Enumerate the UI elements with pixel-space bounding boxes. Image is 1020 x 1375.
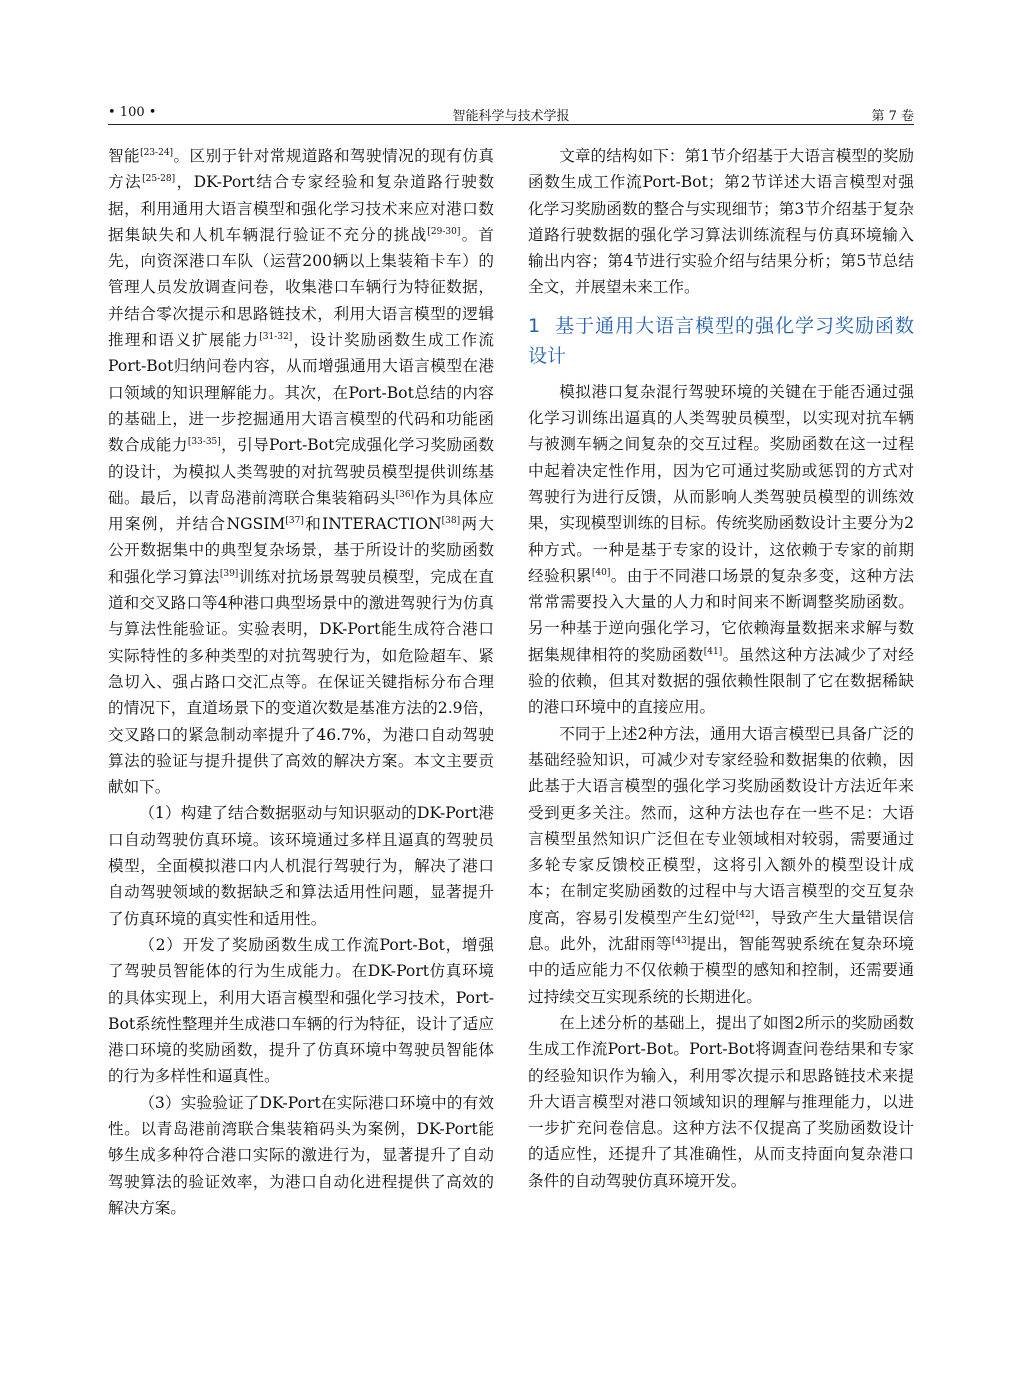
citation: [36] [395, 489, 415, 500]
citation: [29-30] [427, 226, 461, 237]
text-run: 和INTERACTION [303, 515, 442, 534]
page-number: • 100 • [108, 105, 157, 120]
text-run: 。首先，向资深港口车队（运营200辆以上集装箱卡车）的管理人员发放调查问卷，收集港口车辆行为特征数据，并结合零次提示和思路链技术，利用大语言模型的逻辑推理和语义扩展能力 [108, 225, 494, 350]
text-run: 智能 [108, 147, 141, 165]
text-run: 。区别于针对常规道路和驾驶情况的现有仿真方法 [108, 147, 494, 192]
paragraph-intro-continued [108, 143, 494, 800]
paragraph-structure: 文章的结构如下：第1节介绍基于大语言模型的奖励函数生成工作流Port-Bot；第2节详述大语言模型对强化学习奖励函数的整合与实现细节；第3节介绍基于复杂道路行驶数据的强化学习算法训练流程与仿真环境输入输出内容；第4节进行实验介绍与结果分析；第5节总结全文，并展望未来工作。 [528, 147, 914, 297]
text-run: 。虽然这种方法减少了对经验的依赖，但其对数据的强依赖性限制了它在数据稀缺的港口环境中的直接应用。 [528, 645, 914, 717]
text-run: 模拟港口复杂混行驾驶环境的关键在于能否通过强化学习训练出逼真的人类驾驶员模型，以实现对抗车辆与被测车辆之间复杂的交互过程。奖励函数在这一过程中起着决定性作用，因为它可通过奖励或惩罚的方式对驾驶行为进行反馈，从而影响人类驾驶员模型的训练效果，实现模型训练的目标。传统奖励函数设计主要分为2种方式。一种是基于专家的设计，这依赖于专家的前期经验积累 [528, 382, 914, 585]
citation: [42] [735, 909, 755, 920]
citation: [37] [285, 516, 304, 527]
left-column [108, 143, 494, 1221]
text-run: 作为具体应用案例，并结合NGSIM [108, 488, 494, 534]
citation: [39] [219, 568, 239, 579]
contribution-1: （1）构建了结合数据驱动与知识驱动的DK-Port港口自动驾驶仿真环境。该环境通过多样且逼真的驾驶员模型，全面模拟港口内人机混行驾驶行为，解决了港口自动驾驶领域的数据缺乏和算法适用性问题，显著提升了仿真环境的真实性和适用性。 [108, 804, 494, 928]
citation: [31-32] [259, 332, 293, 343]
citation: [23-24] [140, 148, 174, 158]
text-run: 不同于上述2种方法，通用大语言模型已具备广泛的基础经验知识，可减少对专家经验和数据集的依赖，因此基于大语言模型的强化学习奖励函数设计方法近年来受到更多关注。然而，这种方法也存在一些不足：大语言模型虽然知识广泛但在专业领域相对较弱，需要通过多轮专家反馈校正模型，这将引入额外的模型设计成本；在制定奖励函数的过程中与大语言模型的交互复杂度高，容易引发模型产生幻觉 [528, 724, 914, 927]
text-run: ，引导Port-Bot完成强化学习奖励函数的设计，为模拟人类驾驶的对抗驾驶员模型提供训练基础。最后，以青岛港前湾联合集装箱码头 [108, 436, 494, 507]
paragraph-port-bot: 在上述分析的基础上，提出了如图2所示的奖励函数生成工作流Port-Bot。Port-Bot将调查问卷结果和专家的经验知识作为输入，利用零次提示和思路链技术来提升大语言模型对港口领域知识的理解与推理能力，以进一步扩充问卷信息。这种方法不仅提高了奖励函数设计的适应性，还提升了其准确性，从而支持面向复杂港口条件的自动驾驶仿真环境开发。 [528, 1013, 914, 1190]
contribution-2: （2）开发了奖励函数生成工作流Port-Bot，增强了驾驶员智能体的行为生成能力。在DK-Port仿真环境的具体实现上，利用大语言模型和强化学习技术，Port-Bot系统性整理并生成港口车辆的行为特征，设计了适应港口环境的奖励函数，提升了仿真环境中驾驶员智能体的行为多样性和逼真性。 [108, 935, 494, 1086]
volume-label: 第 7 卷 [871, 109, 914, 124]
text-run: ，DK-Port结合专家经验和复杂道路行驶数据，利用通用大语言模型和强化学习技术来应对港口数据集缺失和人机车辆混行验证不充分的挑战 [108, 173, 494, 244]
section-number: 1 [528, 314, 541, 337]
text-run: ，导致产生大量错误信息。此外，沈甜雨等 [528, 908, 914, 954]
paragraph-llm-methods [528, 721, 914, 1010]
citation: [33-35] [187, 437, 221, 448]
text-run: 。由于不同港口场景的复杂多变，这种方法常常需要投入大量的人力和时间来不断调整奖励函数。另一种基于逆向强化学习，它依赖海量数据来求解与数据集规律相符的奖励函数 [528, 566, 914, 664]
text-run: ，设计奖励函数生成工作流Port-Bot归纳问卷内容，从而增强通用大语言模型在港口领域的知识理解能力。其次，在Port-Bot总结的内容的基础上，进一步挖掘通用大语言模型的代码和功能函数合成能力 [108, 331, 494, 455]
text-run: 两大公开数据集中的典型复杂场景，基于所设计的奖励函数和强化学习算法 [108, 515, 494, 586]
running-header [108, 96, 914, 125]
contribution-3: （3）实验验证了DK-Port在实际港口环境中的有效性。以青岛港前湾联合集装箱码头为案例，DK-Port能够生成多种符合港口实际的激进行为，显著提升了自动驾驶算法的验证效率，为港口自动化进程提供了高效的解决方案。 [108, 1093, 494, 1217]
text-run: 训练对抗场景驾驶员模型，完成在直道和交叉路口等4种港口典型场景中的激进驾驶行为仿真与算法性能验证。实验表明，DK-Port能生成符合港口实际特性的多种类型的对抗驾驶行为，如危险超车、紧急切入、强占路口交汇点等。在保证关键指标分布合理的情况下，直道场景下的变道次数是基准方法的2.9倍，交叉路口的紧急制动率提升了46.7%，为港口自动驾驶算法的验证与提升提供了高效的解决方案。本文主要贡献如下。 [108, 567, 494, 797]
citation: [38] [441, 516, 461, 527]
citation: [25-28] [142, 174, 176, 185]
section-heading [528, 311, 914, 371]
right-column [528, 143, 914, 1194]
citation: [43] [671, 936, 691, 947]
section-title: 基于通用大语言模型的强化学习奖励函数设计 [528, 314, 914, 367]
paragraph-reward-design [528, 379, 914, 721]
citation: [40] [591, 567, 611, 578]
journal-name: 智能科学与技术学报 [452, 109, 570, 124]
citation: [41] [703, 646, 723, 657]
text-run: 提出，智能驾驶系统在复杂环境中的适应能力不仅依赖于模型的感知和控制，还需要通过持续交互实现系统的长期进化。 [528, 935, 914, 1006]
